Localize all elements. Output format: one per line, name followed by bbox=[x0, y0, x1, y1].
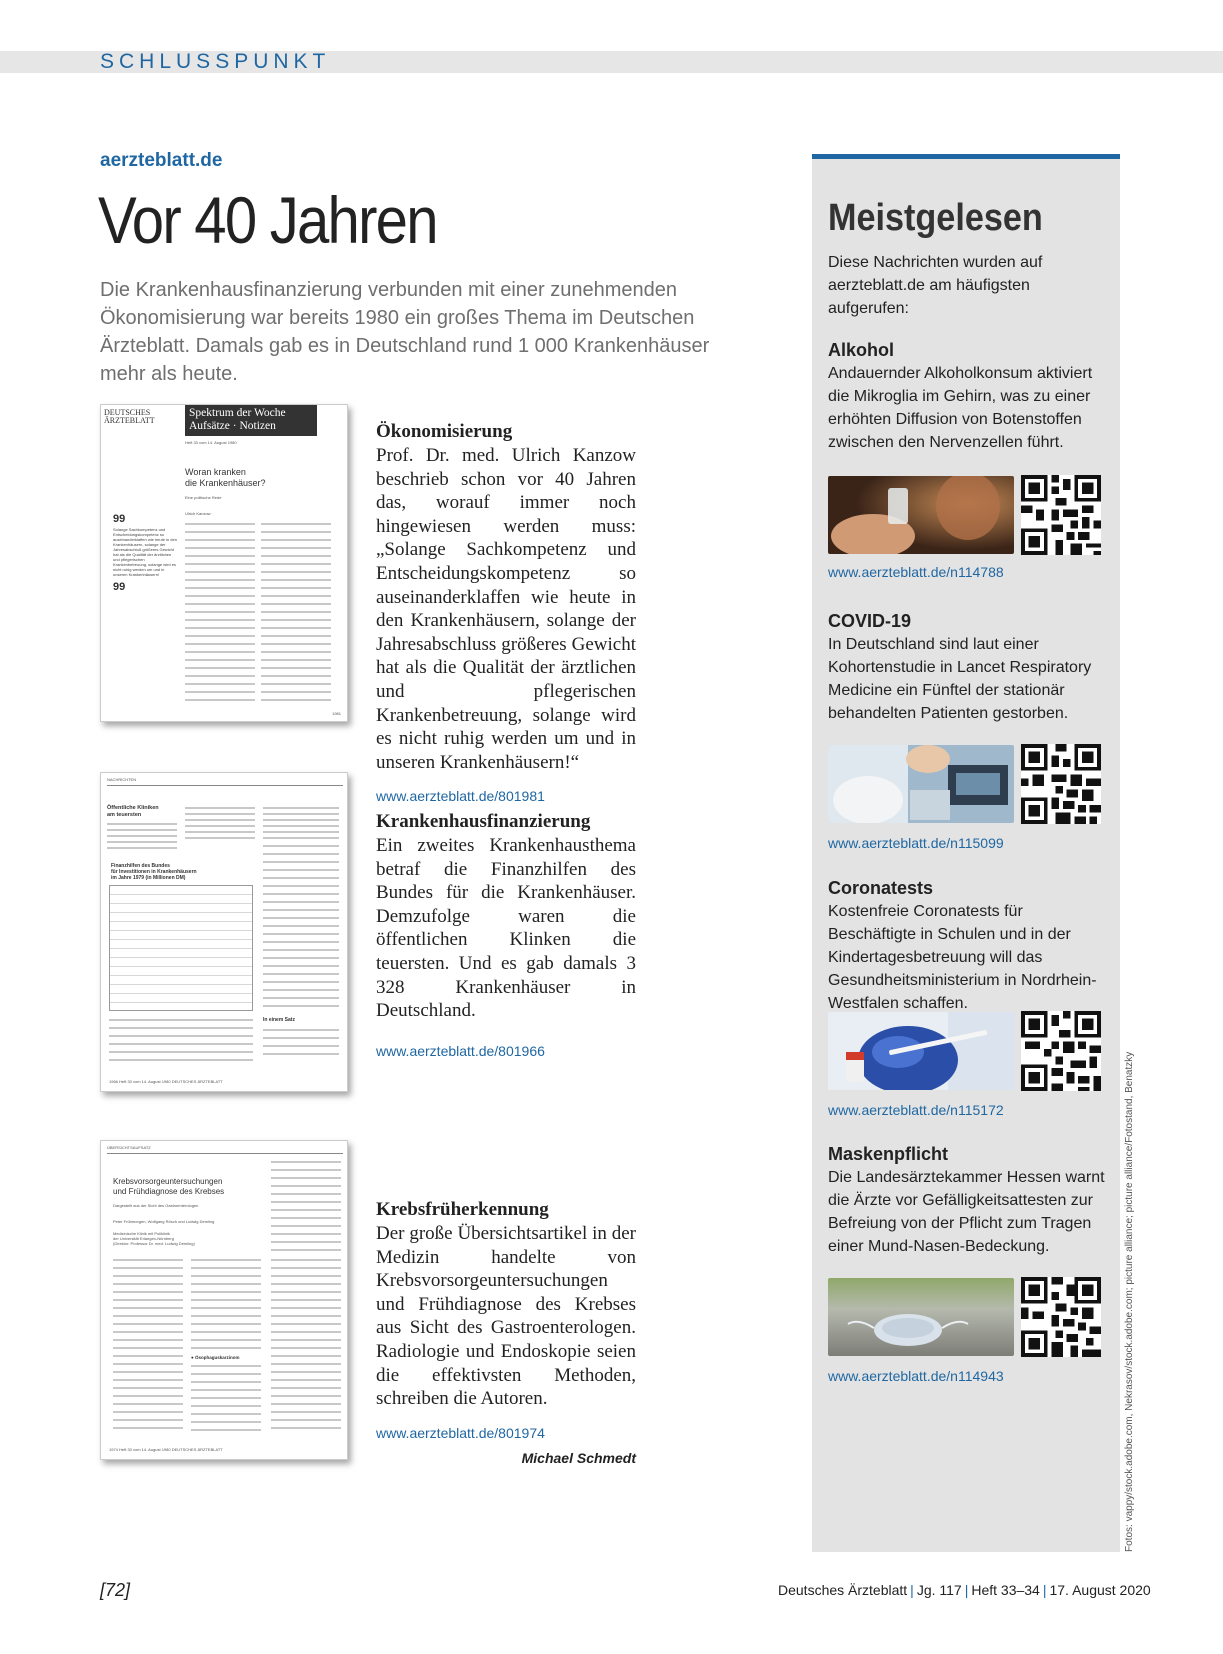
thumb-table-title: Finanzhilfen des Bundes für Investitionen in Krankenhäusern im Jahre 1979 (in Millionen DM) bbox=[111, 863, 197, 881]
sidebar-item-heading: Alkohol bbox=[828, 340, 894, 360]
thumb-subtitle: Dargestellt aus der Sicht des Gastroenterologen bbox=[113, 1203, 199, 1208]
article-krankenhausfinanzierung bbox=[376, 810, 636, 1059]
sidebar-item-text: Andauernder Alkoholkonsum aktiviert die Mikroglia im Gehirn, was zu einer erhöhten Diffusion von Botenstoffen zwischen den Nervenzellen führt. bbox=[828, 365, 1093, 451]
thumb-topline: ÜBERSICHTSAUFSATZ bbox=[107, 1145, 151, 1150]
thumb-subtitle: Eine politische Rede bbox=[185, 495, 222, 500]
sidebar-item-alkohol bbox=[828, 338, 1112, 580]
author-byline: Michael Schmedt bbox=[521, 1450, 636, 1466]
thumb-topline: NACHRICHTEN bbox=[107, 777, 137, 782]
article-body: Der große Übersichtsartikel in der Medizin handelte von Krebsvorsorgeuntersuchungen und Frühdiagnose des Krebses aus Sicht des Gastroenterologen. Radiologie und Endoskopie seien die effektivsten Methoden, schreiben die Autoren. bbox=[376, 1223, 636, 1410]
qr-code-icon[interactable] bbox=[1021, 475, 1101, 555]
article-thumbnail-1 bbox=[100, 404, 348, 722]
sidebar-item-text: In Deutschland sind laut einer Kohortenstudie in Lancet Respiratory Medicine ein Fünftel der stationär behandelten Patienten gestorben. bbox=[828, 636, 1092, 722]
alcohol-photo bbox=[828, 476, 1014, 554]
thumb-title: Woran kranken die Krankenhäuser? bbox=[185, 467, 266, 488]
thumb-banner: Spektrum der Woche Aufsätze · Notizen bbox=[185, 405, 317, 436]
mask-photo bbox=[828, 1278, 1014, 1356]
journal-footer: Deutsches Ärzteblatt | Jg. 117 | Heft 33–34 | 17. August 2020 bbox=[778, 1582, 1151, 1598]
article-thumbnail-3 bbox=[100, 1140, 348, 1460]
article-body: Ein zweites Krankenhausthema betraf die Finanzhilfen des Bundes für die Krankenhäuser. Demzufolge waren die öffentlichen Klinken die teuersten. Und es gab damals 3 328 Krankenhäuser in Deutschland. bbox=[376, 835, 636, 1022]
sidebar-item-heading: Coronatests bbox=[828, 878, 934, 898]
sidebar-item-link[interactable]: www.aerzteblatt.de/n114943 bbox=[828, 1368, 1004, 1384]
thumb-author: Ulrich Kanzow bbox=[185, 511, 211, 516]
thumb-quote: Solange Sachkompetenz und Entscheidungskompetenz so auseinanderklaffen wie heute in den Krankenhäusern, solange der Jahresabschluß größeres Gewicht hat als die Qualität der ärztlichen und pflegerischen Krankenbetreuung, solange wird es nicht ruhig werden um und in unseren Krankenhäusern! bbox=[113, 527, 177, 577]
sidebar-item-covid-19 bbox=[828, 609, 1112, 851]
article-body: Prof. Dr. med. Ulrich Kanzow beschrieb schon vor 40 Jahren das, worauf immer noch hingewiesen werden muss: „Solange Sachkompetenz und Entscheidungskompetenz so auseinanderklaffen wie heute in den Krankenhäusern, solange der Jahresabschluss größeres Gewicht hat als die Qualität der ärztlichen und pflegerischen Krankenbetreuung, solange wird es nicht ruhig werden um und in unseren Krankenhäusern!“ bbox=[376, 445, 636, 773]
qr-code-icon[interactable] bbox=[1021, 1011, 1101, 1091]
sidebar-item-link[interactable]: www.aerzteblatt.de/n114788 bbox=[828, 564, 1004, 580]
thumb-authors: Peter Frühmorgen, Wolfgang Rösch und Ludwig Demling bbox=[113, 1219, 215, 1224]
thumb-footer: 1966 Heft 33 vom 14. August 1980 DEUTSCHES ÄRZTEBLATT bbox=[109, 1079, 223, 1084]
footer-issue: Heft 33–34 bbox=[971, 1582, 1040, 1598]
thumb-footer: 1974 Heft 33 vom 14. August 1980 DEUTSCHES ÄRZTEBLATT bbox=[109, 1447, 223, 1452]
footer-journal: Deutsches Ärzteblatt bbox=[778, 1582, 908, 1598]
sidebar-item-link[interactable]: www.aerzteblatt.de/n115172 bbox=[828, 1102, 1004, 1118]
thumb-table bbox=[109, 885, 253, 1011]
sidebar-item-heading: COVID-19 bbox=[828, 611, 912, 631]
article-heading: Krebsfrüherkennung bbox=[376, 1199, 549, 1220]
sidebar-item-link[interactable]: www.aerzteblatt.de/n115099 bbox=[828, 835, 1004, 851]
thumb-quote-mark: 99 bbox=[113, 513, 126, 525]
thumb-institution: Medizinische Klinik mit Poliklinik der Universität Erlangen-Nürnberg (Direktor: Professor Dr. med. Ludwig Demling) bbox=[113, 1231, 195, 1246]
article-heading: Ökonomisierung bbox=[376, 421, 513, 442]
photo-credit: Fotos: vappy/stock.adobe.com, Nekrasov/stock.adobe.com; picture alliance; picture alliance/Fotostand, Benatzky bbox=[1124, 1051, 1135, 1552]
section-label: SCHLUSSPUNKT bbox=[100, 50, 331, 73]
footer-volume: Jg. 117 bbox=[916, 1582, 962, 1598]
sidebar-item-coronatests bbox=[828, 876, 1112, 1118]
thumb-subhead: ● Ösophaguskarzinom bbox=[191, 1355, 240, 1360]
sidebar-subtitle: Diese Nachrichten wurden auf aerzteblatt.de am häufigsten aufgerufen: bbox=[828, 254, 1043, 317]
coronatest-photo bbox=[828, 1012, 1014, 1090]
page-number: [72] bbox=[100, 1580, 131, 1600]
thumb-box-heading: In einem Satz bbox=[263, 1017, 295, 1023]
qr-code-icon[interactable] bbox=[1021, 744, 1101, 824]
footer-date: 17. August 2020 bbox=[1049, 1582, 1151, 1598]
sidebar-meistgelesen bbox=[812, 154, 1120, 1552]
sidebar-item-heading: Maskenpflicht bbox=[828, 1144, 949, 1164]
article-link[interactable]: www.aerzteblatt.de/801974 bbox=[376, 1424, 545, 1441]
thumb-headline: Öffentliche Kliniken am teuersten bbox=[107, 805, 159, 818]
kicker: aerzteblatt.de bbox=[100, 150, 223, 171]
sidebar-item-maskenpflicht bbox=[828, 1142, 1112, 1384]
sidebar-item-text: Die Landesärztekammer Hessen warnt die Ärzte vor Gefälligkeitsattesten zur Befreiung von der Pflicht zum Tragen einer Mund-Nasen-Bedeckung. bbox=[828, 1169, 1105, 1255]
qr-code-icon[interactable] bbox=[1021, 1277, 1101, 1357]
article-link[interactable]: www.aerzteblatt.de/801981 bbox=[376, 788, 545, 805]
sidebar-item-text: Kostenfreie Coronatests für Beschäftigte in Schulen und in der Kindertagesbetreuung will das Gesundheitsministerium in Nordrhein-Westfalen schaffen. bbox=[828, 903, 1097, 1012]
article-oekonomisierung bbox=[376, 420, 636, 804]
intro-text: Die Krankenhausfinanzierung verbunden mit einer zunehmenden Ökonomisierung war bereits 1980 ein großes Thema im Deutschen Ärzteblatt. Damals gab es in Deutschland rund 1 000 Krankenhäuser mehr als heute. bbox=[100, 279, 710, 385]
article-link[interactable]: www.aerzteblatt.de/801966 bbox=[376, 1042, 545, 1059]
sidebar-title: Meistgelesen bbox=[828, 197, 1043, 239]
page-title: Vor 40 Jahren bbox=[98, 183, 437, 257]
article-thumbnail-2 bbox=[100, 772, 348, 1092]
thumb-page: 1981 bbox=[332, 711, 341, 716]
article-heading: Krankenhausfinanzierung bbox=[376, 811, 591, 832]
thumb-issue: Heft 33 vom 14. August 1980 bbox=[185, 440, 237, 445]
hospital-photo bbox=[828, 745, 1014, 823]
thumb-title: Krebsvorsorgeuntersuchungen und Frühdiagnose des Krebses bbox=[113, 1177, 225, 1196]
article-krebsfrueherkennung bbox=[376, 1198, 636, 1441]
thumb-masthead: DEUTSCHES ÄRZTEBLATT bbox=[104, 408, 155, 425]
thumb-quote-close: 99 bbox=[113, 581, 126, 593]
